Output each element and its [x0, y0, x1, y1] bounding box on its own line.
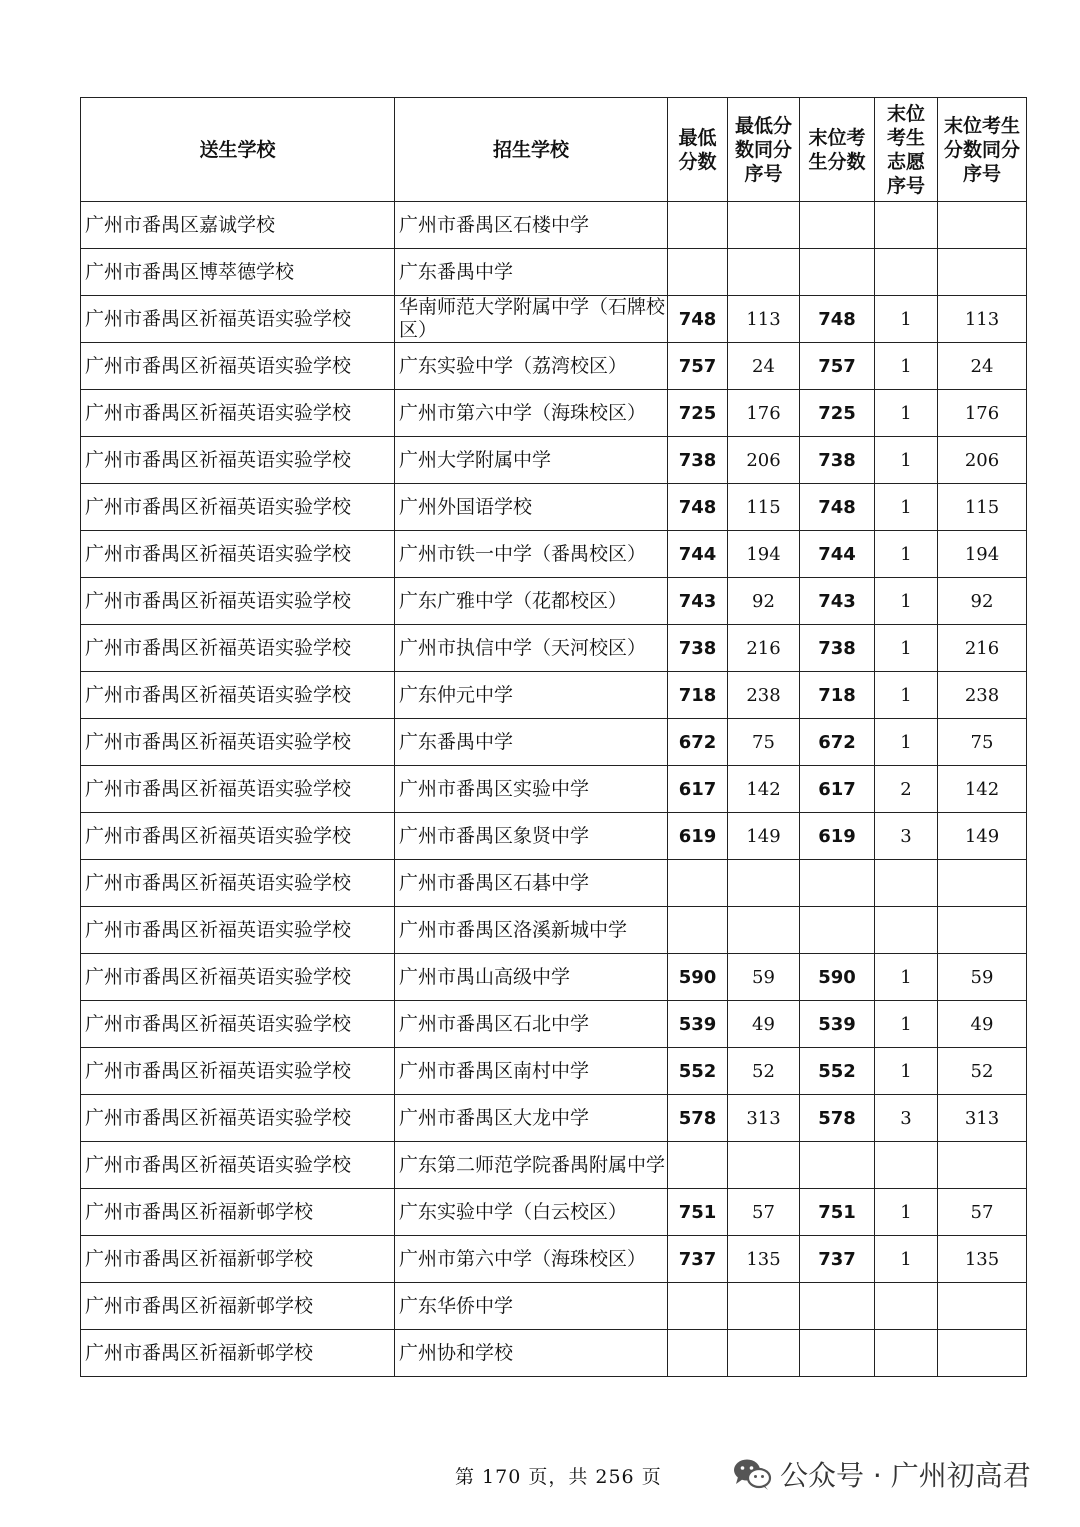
cell-last-same-rank — [938, 1283, 1027, 1330]
cell-last-wish-rank — [875, 907, 938, 954]
table-row — [81, 531, 1027, 578]
table-row — [81, 484, 1027, 531]
cell-min-score — [668, 907, 728, 954]
cell-last-same-rank — [938, 202, 1027, 249]
cell-last-score: 718 — [800, 672, 875, 719]
cell-min-score: 757 — [668, 343, 728, 390]
table-row — [81, 1189, 1027, 1236]
cell-recruit-school: 广州市番禺区象贤中学 — [395, 813, 668, 860]
cell-recruit-school: 广州市铁一中学（番禺校区） — [395, 531, 668, 578]
table-row — [81, 1236, 1027, 1283]
cell-min-score — [668, 202, 728, 249]
cell-last-score — [800, 1330, 875, 1377]
cell-last-wish-rank — [875, 860, 938, 907]
cell-last-same-rank — [938, 860, 1027, 907]
cell-recruit-school: 广东实验中学（荔湾校区） — [395, 343, 668, 390]
cell-last-score — [800, 1142, 875, 1189]
cell-min-score-same-rank: 59 — [728, 954, 800, 1001]
cell-recruit-school: 广州市番禺区石北中学 — [395, 1001, 668, 1048]
cell-min-score-same-rank: 176 — [728, 390, 800, 437]
cell-recruit-school: 广州市番禺区石楼中学 — [395, 202, 668, 249]
cell-send-school: 广州市番禺区祈福英语实验学校 — [81, 907, 395, 954]
cell-recruit-school: 广州协和学校 — [395, 1330, 668, 1377]
cell-send-school: 广州市番禺区祈福新邨学校 — [81, 1283, 395, 1330]
cell-last-same-rank — [938, 1142, 1027, 1189]
cell-last-same-rank: 135 — [938, 1236, 1027, 1283]
cell-min-score: 748 — [668, 296, 728, 343]
cell-send-school: 广州市番禺区祈福英语实验学校 — [81, 484, 395, 531]
cell-last-score: 725 — [800, 390, 875, 437]
cell-last-wish-rank: 1 — [875, 296, 938, 343]
cell-recruit-school: 广州市番禺区洛溪新城中学 — [395, 907, 668, 954]
cell-last-wish-rank: 3 — [875, 813, 938, 860]
table-row — [81, 1048, 1027, 1095]
cell-min-score-same-rank — [728, 1330, 800, 1377]
cell-send-school: 广州市番禺区祈福英语实验学校 — [81, 766, 395, 813]
cell-last-wish-rank — [875, 1330, 938, 1377]
cell-last-same-rank: 59 — [938, 954, 1027, 1001]
cell-last-score: 552 — [800, 1048, 875, 1095]
cell-last-score: 737 — [800, 1236, 875, 1283]
cell-recruit-school: 广州市第六中学（海珠校区） — [395, 1236, 668, 1283]
cell-min-score: 718 — [668, 672, 728, 719]
cell-send-school: 广州市番禺区祈福新邨学校 — [81, 1189, 395, 1236]
table-row — [81, 1142, 1027, 1189]
cell-last-same-rank: 92 — [938, 578, 1027, 625]
cell-send-school: 广州市番禺区祈福英语实验学校 — [81, 672, 395, 719]
cell-min-score-same-rank: 57 — [728, 1189, 800, 1236]
table-row — [81, 625, 1027, 672]
cell-last-score: 590 — [800, 954, 875, 1001]
cell-send-school: 广州市番禺区祈福英语实验学校 — [81, 578, 395, 625]
cell-last-score: 738 — [800, 625, 875, 672]
cell-send-school: 广州市番禺区祈福新邨学校 — [81, 1330, 395, 1377]
cell-last-score — [800, 249, 875, 296]
cell-recruit-school: 广东实验中学（白云校区） — [395, 1189, 668, 1236]
cell-last-wish-rank: 1 — [875, 1048, 938, 1095]
cell-send-school: 广州市番禺区祈福英语实验学校 — [81, 437, 395, 484]
cell-last-score — [800, 1283, 875, 1330]
cell-last-score — [800, 202, 875, 249]
cell-last-wish-rank: 1 — [875, 343, 938, 390]
cell-last-same-rank: 24 — [938, 343, 1027, 390]
cell-recruit-school: 广州市禺山高级中学 — [395, 954, 668, 1001]
cell-last-score: 748 — [800, 484, 875, 531]
cell-last-score: 744 — [800, 531, 875, 578]
cell-last-score: 578 — [800, 1095, 875, 1142]
wechat-icon — [732, 1457, 772, 1491]
cell-min-score: 748 — [668, 484, 728, 531]
table-row — [81, 1330, 1027, 1377]
table-body — [81, 202, 1027, 1377]
header-last-wish-rank: 末位 考生 志愿 序号 — [875, 98, 938, 202]
cell-recruit-school: 广州市执信中学（天河校区） — [395, 625, 668, 672]
cell-recruit-school: 广东广雅中学（花都校区） — [395, 578, 668, 625]
cell-last-wish-rank: 1 — [875, 1189, 938, 1236]
cell-last-wish-rank: 2 — [875, 766, 938, 813]
watermark — [732, 1454, 1031, 1494]
table-row — [81, 813, 1027, 860]
cell-recruit-school: 广州市番禺区大龙中学 — [395, 1095, 668, 1142]
cell-min-score-same-rank: 75 — [728, 719, 800, 766]
table-row — [81, 343, 1027, 390]
cell-min-score: 751 — [668, 1189, 728, 1236]
cell-min-score: 738 — [668, 437, 728, 484]
cell-last-score: 748 — [800, 296, 875, 343]
cell-send-school: 广州市番禺区祈福英语实验学校 — [81, 1048, 395, 1095]
cell-send-school: 广州市番禺区祈福英语实验学校 — [81, 296, 395, 343]
cell-last-same-rank: 313 — [938, 1095, 1027, 1142]
cell-min-score-same-rank: 194 — [728, 531, 800, 578]
cell-last-same-rank: 142 — [938, 766, 1027, 813]
cell-last-score: 619 — [800, 813, 875, 860]
table-row — [81, 907, 1027, 954]
header-recruit-school: 招生学校 — [395, 98, 668, 202]
cell-min-score: 738 — [668, 625, 728, 672]
cell-last-same-rank: 149 — [938, 813, 1027, 860]
cell-min-score: 737 — [668, 1236, 728, 1283]
table-row — [81, 766, 1027, 813]
cell-send-school: 广州市番禺区祈福英语实验学校 — [81, 625, 395, 672]
table-row — [81, 578, 1027, 625]
cell-min-score: 744 — [668, 531, 728, 578]
cell-last-wish-rank: 1 — [875, 719, 938, 766]
cell-recruit-school: 广州市番禺区南村中学 — [395, 1048, 668, 1095]
cell-min-score: 578 — [668, 1095, 728, 1142]
cell-min-score-same-rank — [728, 249, 800, 296]
cell-last-wish-rank — [875, 1283, 938, 1330]
cell-min-score-same-rank — [728, 1283, 800, 1330]
cell-min-score: 743 — [668, 578, 728, 625]
cell-recruit-school: 广东仲元中学 — [395, 672, 668, 719]
cell-min-score — [668, 1330, 728, 1377]
page-number: 第 170 页，共 256 页 — [455, 1466, 662, 1488]
cell-last-wish-rank — [875, 202, 938, 249]
cell-send-school: 广州市番禺区祈福英语实验学校 — [81, 1142, 395, 1189]
cell-min-score-same-rank: 313 — [728, 1095, 800, 1142]
cell-recruit-school: 广州外国语学校 — [395, 484, 668, 531]
cell-last-same-rank: 57 — [938, 1189, 1027, 1236]
cell-recruit-school: 广东第二师范学院番禺附属中学 — [395, 1142, 668, 1189]
table-row — [81, 296, 1027, 343]
cell-last-score — [800, 860, 875, 907]
cell-last-score: 738 — [800, 437, 875, 484]
header-min-score-same-rank: 最低分 数同分 序号 — [728, 98, 800, 202]
table-row — [81, 437, 1027, 484]
cell-min-score-same-rank: 115 — [728, 484, 800, 531]
table-row — [81, 249, 1027, 296]
cell-last-wish-rank: 1 — [875, 578, 938, 625]
header-min-score: 最低 分数 — [668, 98, 728, 202]
cell-min-score — [668, 1283, 728, 1330]
table-row — [81, 1001, 1027, 1048]
cell-last-score: 757 — [800, 343, 875, 390]
cell-last-wish-rank: 1 — [875, 1001, 938, 1048]
cell-send-school: 广州市番禺区嘉诚学校 — [81, 202, 395, 249]
cell-last-same-rank: 176 — [938, 390, 1027, 437]
cell-last-same-rank: 194 — [938, 531, 1027, 578]
header-last-score: 末位考 生分数 — [800, 98, 875, 202]
cell-min-score-same-rank: 216 — [728, 625, 800, 672]
cell-last-same-rank: 75 — [938, 719, 1027, 766]
cell-min-score — [668, 249, 728, 296]
table-row — [81, 202, 1027, 249]
cell-send-school: 广州市番禺区祈福英语实验学校 — [81, 954, 395, 1001]
cell-min-score-same-rank — [728, 907, 800, 954]
table-row — [81, 1095, 1027, 1142]
cell-last-same-rank — [938, 1330, 1027, 1377]
cell-min-score: 590 — [668, 954, 728, 1001]
cell-last-wish-rank: 1 — [875, 390, 938, 437]
cell-recruit-school: 广州市番禺区石碁中学 — [395, 860, 668, 907]
cell-min-score: 552 — [668, 1048, 728, 1095]
cell-recruit-school: 广州大学附属中学 — [395, 437, 668, 484]
cell-last-same-rank: 49 — [938, 1001, 1027, 1048]
cell-last-wish-rank: 1 — [875, 954, 938, 1001]
cell-last-same-rank — [938, 907, 1027, 954]
watermark-text: 公众号 · 广州初高君 — [780, 1459, 1031, 1492]
cell-recruit-school: 广东番禺中学 — [395, 249, 668, 296]
cell-recruit-school: 广东番禺中学 — [395, 719, 668, 766]
header-last-same-rank: 末位考生 分数同分 序号 — [938, 98, 1027, 202]
cell-min-score: 617 — [668, 766, 728, 813]
header-send-school: 送生学校 — [81, 98, 395, 202]
cell-min-score-same-rank: 113 — [728, 296, 800, 343]
cell-last-wish-rank: 3 — [875, 1095, 938, 1142]
cell-min-score — [668, 860, 728, 907]
cell-recruit-school: 广州市番禺区实验中学 — [395, 766, 668, 813]
cell-recruit-school: 广东华侨中学 — [395, 1283, 668, 1330]
cell-send-school: 广州市番禺区祈福英语实验学校 — [81, 1001, 395, 1048]
cell-send-school: 广州市番禺区博萃德学校 — [81, 249, 395, 296]
cell-last-wish-rank — [875, 249, 938, 296]
cell-send-school: 广州市番禺区祈福英语实验学校 — [81, 343, 395, 390]
cell-last-score: 743 — [800, 578, 875, 625]
cell-last-same-rank: 206 — [938, 437, 1027, 484]
cell-min-score: 539 — [668, 1001, 728, 1048]
table-row — [81, 860, 1027, 907]
cell-last-score — [800, 907, 875, 954]
cell-min-score-same-rank — [728, 860, 800, 907]
cell-min-score-same-rank: 49 — [728, 1001, 800, 1048]
cell-last-wish-rank: 1 — [875, 625, 938, 672]
cell-send-school: 广州市番禺区祈福英语实验学校 — [81, 813, 395, 860]
cell-last-same-rank: 238 — [938, 672, 1027, 719]
cell-last-same-rank — [938, 249, 1027, 296]
cell-min-score-same-rank: 238 — [728, 672, 800, 719]
cell-recruit-school: 广州市第六中学（海珠校区） — [395, 390, 668, 437]
cell-min-score-same-rank: 206 — [728, 437, 800, 484]
cell-last-wish-rank: 1 — [875, 484, 938, 531]
cell-last-score: 672 — [800, 719, 875, 766]
cell-last-same-rank: 115 — [938, 484, 1027, 531]
table-header-row — [81, 98, 1027, 202]
table-row — [81, 1283, 1027, 1330]
admission-table — [80, 97, 1027, 1377]
cell-min-score — [668, 1142, 728, 1189]
cell-min-score-same-rank: 24 — [728, 343, 800, 390]
cell-last-wish-rank: 1 — [875, 1236, 938, 1283]
cell-min-score-same-rank: 92 — [728, 578, 800, 625]
cell-min-score-same-rank — [728, 1142, 800, 1189]
cell-last-score: 539 — [800, 1001, 875, 1048]
cell-send-school: 广州市番禺区祈福英语实验学校 — [81, 531, 395, 578]
cell-min-score-same-rank: 149 — [728, 813, 800, 860]
table-row — [81, 390, 1027, 437]
cell-last-wish-rank: 1 — [875, 531, 938, 578]
cell-min-score-same-rank — [728, 202, 800, 249]
cell-last-score: 751 — [800, 1189, 875, 1236]
cell-min-score-same-rank: 52 — [728, 1048, 800, 1095]
cell-send-school: 广州市番禺区祈福英语实验学校 — [81, 719, 395, 766]
cell-send-school: 广州市番禺区祈福英语实验学校 — [81, 390, 395, 437]
cell-last-wish-rank: 1 — [875, 672, 938, 719]
cell-min-score-same-rank: 135 — [728, 1236, 800, 1283]
cell-min-score-same-rank: 142 — [728, 766, 800, 813]
cell-last-same-rank: 52 — [938, 1048, 1027, 1095]
cell-min-score: 725 — [668, 390, 728, 437]
cell-send-school: 广州市番禺区祈福英语实验学校 — [81, 860, 395, 907]
cell-last-wish-rank: 1 — [875, 437, 938, 484]
cell-last-score: 617 — [800, 766, 875, 813]
table-row — [81, 719, 1027, 766]
page-footer — [0, 1459, 1080, 1492]
table-row — [81, 672, 1027, 719]
cell-last-same-rank: 113 — [938, 296, 1027, 343]
cell-send-school: 广州市番禺区祈福英语实验学校 — [81, 1095, 395, 1142]
cell-last-same-rank: 216 — [938, 625, 1027, 672]
cell-last-wish-rank — [875, 1142, 938, 1189]
cell-recruit-school: 华南师范大学附属中学（石牌校区） — [395, 296, 668, 343]
cell-send-school: 广州市番禺区祈福新邨学校 — [81, 1236, 395, 1283]
cell-min-score: 672 — [668, 719, 728, 766]
cell-min-score: 619 — [668, 813, 728, 860]
table-row — [81, 954, 1027, 1001]
